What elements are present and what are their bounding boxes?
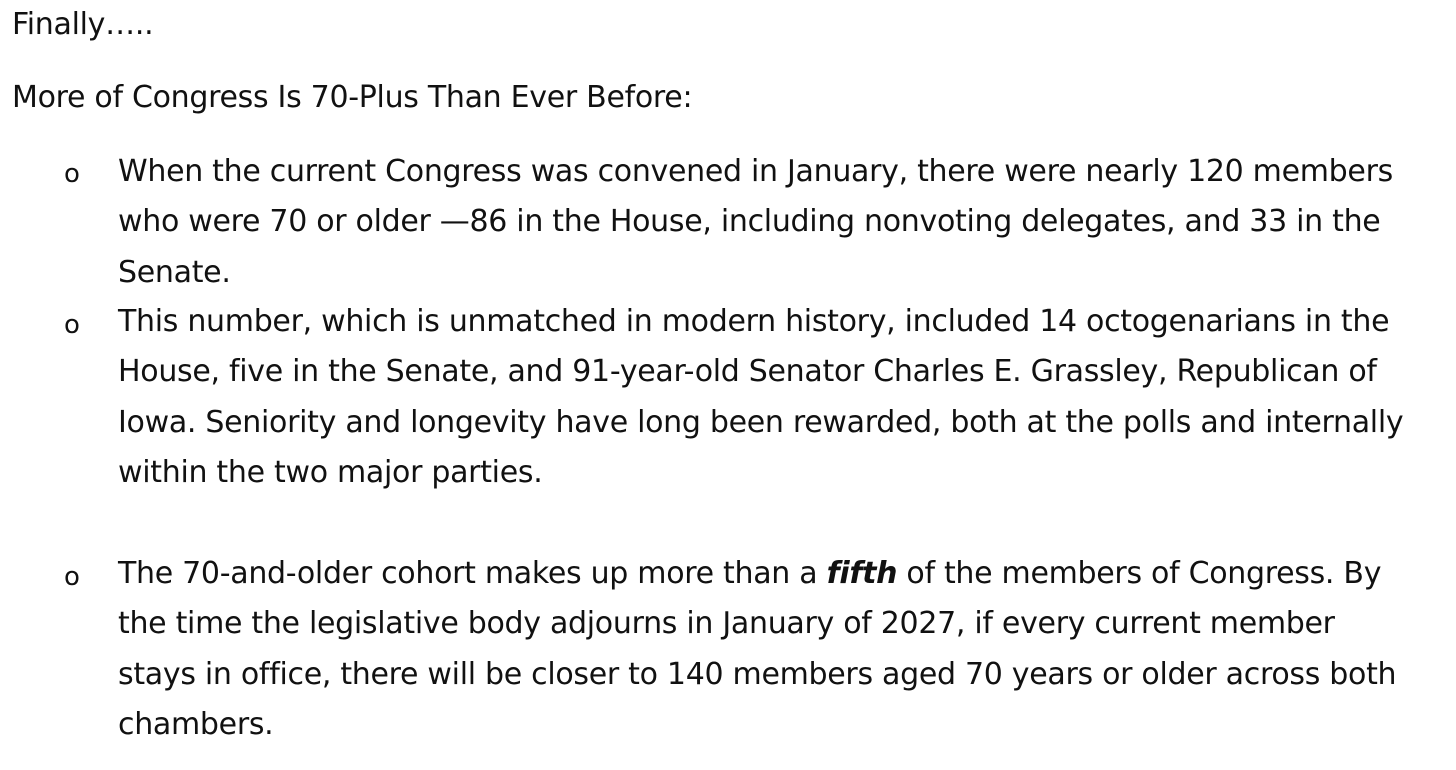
bullet-text-after: of the members of Congress. By the time the legislative body adjourns in January of 2027, if every current member stays in office, there will be closer to 140 members aged 70 years or older across both chambers. <box>118 556 1397 743</box>
bullet-text-before: The 70-and-older cohort makes up more than a <box>118 556 827 591</box>
emphasis-word: fifth <box>826 556 898 591</box>
bullet-text <box>118 549 1418 751</box>
bullet-marker: o <box>64 562 80 592</box>
intro-text: Finally….. <box>12 7 154 42</box>
bullet-marker: o <box>64 159 80 189</box>
section-heading: More of Congress Is 70-Plus Than Ever Before: <box>12 80 693 115</box>
bullet-text: When the current Congress was convened in January, there were nearly 120 members who were 70 or older —86 in the House, including nonvoting delegates, and 33 in the Senate. <box>118 154 1393 290</box>
bullet-marker: o <box>64 310 80 340</box>
bullet-text: This number, which is unmatched in modern history, included 14 octogenarians in the House, five in the Senate, and 91-year-old Senator Charles E. Grassley, Republican of Iowa. Seniority and longevity have long been rewarded, both at the polls and internally within the two major parties. <box>118 304 1404 491</box>
